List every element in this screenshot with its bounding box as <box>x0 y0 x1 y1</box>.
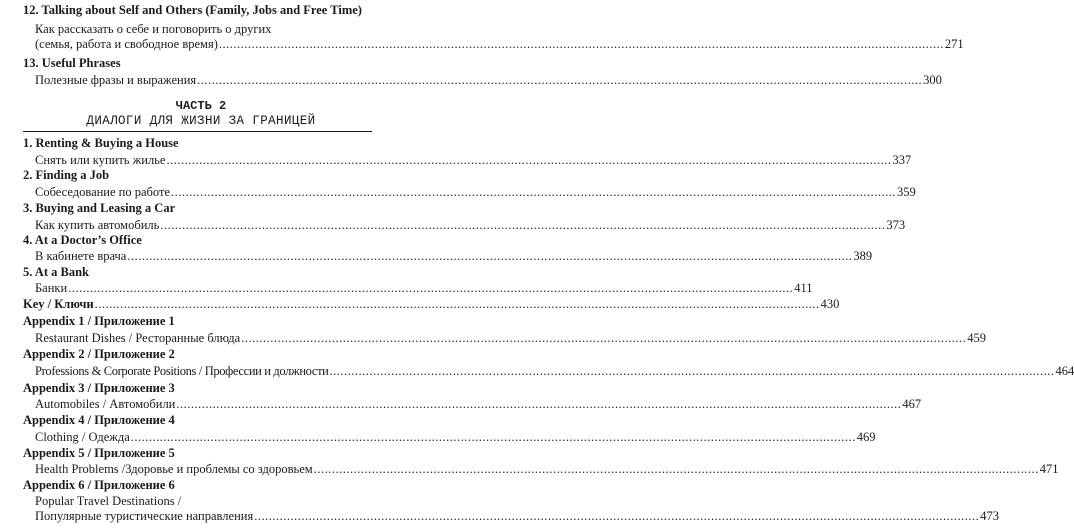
dialog-2-entry <box>35 185 916 200</box>
dialog-2-heading: 2. Finding a Job <box>23 168 110 182</box>
appendix-4-heading: Appendix 4 / Приложение 4 <box>23 413 175 427</box>
appendix-5-entry <box>35 462 1059 477</box>
section-12-entry-line2: (семья, работа и свободное время) <box>35 37 218 51</box>
entry-title: Снять или купить жилье <box>35 153 166 167</box>
section-13-heading: 13. Useful Phrases <box>23 56 121 70</box>
section-12-entry-line1: Как рассказать о себе и поговорить о других <box>35 22 272 36</box>
dot-leader: ........................................................................................................................................................................................................ <box>127 249 853 263</box>
dot-leader: ........................................................................................................................................................................................................ <box>130 430 856 444</box>
dot-leader: ........................................................................................................................................................................................................ <box>254 509 980 523</box>
appendix-3-heading: Appendix 3 / Приложение 3 <box>23 381 175 395</box>
page-number: 389 <box>853 249 873 263</box>
part-title: ДИАЛОГИ ДЛЯ ЖИЗНИ ЗА ГРАНИЦЕЙ <box>86 114 316 128</box>
dot-leader: ........................................................................................................................................................................................................ <box>313 462 1039 476</box>
page-number: 469 <box>856 430 876 444</box>
dot-leader: ........................................................................................................................................................................................................ <box>329 364 1055 378</box>
page-number: 473 <box>980 509 999 523</box>
dialog-4-heading: 4. At a Doctor’s Office <box>23 233 142 247</box>
dot-leader: ........................................................................................................................................................................................................ <box>197 73 923 87</box>
appendix-3-entry <box>35 397 922 412</box>
entry-title: Clothing / Одежда <box>35 430 130 444</box>
entry-title: Популярные туристические направления <box>35 509 254 523</box>
dot-leader: ........................................................................................................................................................................................................ <box>166 153 892 167</box>
appendix-6-entry-line1: Popular Travel Destinations / <box>35 494 182 508</box>
dialog-5-entry <box>35 281 813 296</box>
entry-title: Health Problems /Здоровье и проблемы со здоровьем <box>35 462 313 476</box>
page-number: 459 <box>967 331 986 345</box>
entry-title: Restaurant Dishes / Ресторанные блюда <box>35 331 241 345</box>
dot-leader: ........................................................................................................................................................................................................ <box>171 185 896 199</box>
page-number: 430 <box>820 297 840 311</box>
entry-title: Как купить автомобиль <box>35 218 160 232</box>
dialog-5-heading: 5. At a Bank <box>23 265 89 279</box>
appendix-1-heading: Appendix 1 / Приложение 1 <box>23 314 175 328</box>
page-number: 464 <box>1055 364 1074 378</box>
dialog-3-entry <box>35 218 906 233</box>
divider-rule <box>23 131 372 132</box>
dot-leader: ........................................................................................................................................................................................................ <box>68 281 794 295</box>
part-label: ЧАСТЬ 2 <box>175 99 227 113</box>
entry-title: Key / Ключи <box>23 297 94 311</box>
appendix-4-entry <box>35 430 876 445</box>
page-number: 359 <box>897 185 916 199</box>
dot-leader: ........................................................................................................................................................................................................ <box>218 37 944 51</box>
entry-title: Professions & Corporate Positions / Профессии и должности <box>35 364 329 378</box>
entry-title: Automobiles / Автомобили <box>35 397 176 411</box>
entry-title: В кабинете врача <box>35 249 127 263</box>
appendix-5-heading: Appendix 5 / Приложение 5 <box>23 446 175 460</box>
dot-leader: ........................................................................................................................................................................................................ <box>160 218 886 232</box>
appendix-2-entry <box>35 364 1074 379</box>
page-number: 300 <box>923 73 942 87</box>
section-13-entry <box>35 73 942 88</box>
appendix-6-heading: Appendix 6 / Приложение 6 <box>23 478 175 492</box>
section-12-heading: 12. Talking about Self and Others (Family, Jobs and Free Time) <box>23 3 362 17</box>
entry-title: Собеседование по работе <box>35 185 170 199</box>
entry-title: Полезные фразы и выражения <box>35 73 197 87</box>
dot-leader: ........................................................................................................................................................................................................ <box>241 331 967 345</box>
page-number: 411 <box>794 281 813 295</box>
key-entry <box>23 297 840 312</box>
page-number: 271 <box>944 37 964 51</box>
appendix-1-entry <box>35 331 986 346</box>
dialog-3-heading: 3. Buying and Leasing a Car <box>23 201 176 215</box>
dialog-1-entry <box>35 153 912 168</box>
page-number: 373 <box>886 218 906 232</box>
page-number: 467 <box>902 397 922 411</box>
appendix-6-entry <box>35 509 999 524</box>
page-number: 471 <box>1039 462 1059 476</box>
entry-title: Банки <box>35 281 68 295</box>
appendix-2-heading: Appendix 2 / Приложение 2 <box>23 347 175 361</box>
page-number: 337 <box>892 153 912 167</box>
dot-leader: ........................................................................................................................................................................................................ <box>94 297 820 311</box>
dialog-1-heading: 1. Renting & Buying a House <box>23 136 179 150</box>
dialog-4-entry <box>35 249 873 264</box>
dot-leader: ........................................................................................................................................................................................................ <box>176 397 902 411</box>
section-12-entry <box>35 37 964 52</box>
